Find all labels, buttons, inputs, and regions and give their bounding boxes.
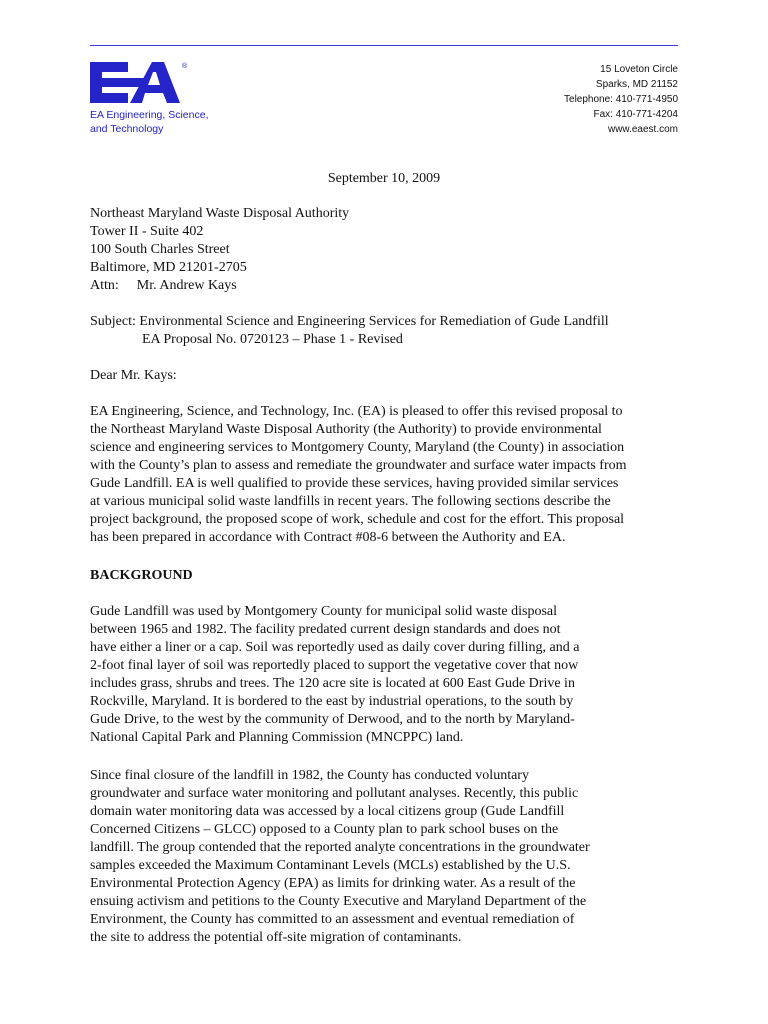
website-link[interactable]: www.eaest.com — [607, 124, 678, 135]
paragraph-line: between 1965 and 1982. The facility predated current design standards and does not — [90, 622, 561, 637]
contact-block — [564, 62, 678, 137]
intro-paragraph — [90, 403, 680, 547]
addressee-line: Baltimore, MD 21201-2705 — [90, 260, 247, 275]
telephone: Telephone: 410-771-4950 — [564, 94, 678, 105]
company-tagline — [90, 108, 290, 136]
paragraph-line: at various municipal solid waste landfills in recent years. The following sections describe the — [90, 494, 611, 509]
paragraph-line: with the County’s plan to assess and remediate the groundwater and surface water impacts from — [90, 458, 627, 473]
subject-block — [90, 313, 680, 349]
paragraph-line: Gude Landfill. EA is well qualified to provide these services, having provided similar services — [90, 476, 619, 491]
address-city: Sparks, MD 21152 — [595, 79, 678, 90]
paragraph-line: EA Engineering, Science, and Technology, Inc. (EA) is pleased to offer this revised proposal to — [90, 404, 623, 419]
paragraph-line: Gude Drive, to the west by the community of Derwood, and to the north by Maryland- — [90, 712, 575, 727]
paragraph-line: project background, the proposed scope of work, schedule and cost for the effort. This proposal — [90, 512, 625, 527]
addressee-line: 100 South Charles Street — [90, 242, 230, 257]
paragraph-line: includes grass, shrubs and trees. The 120 acre site is located at 600 East Gude Drive in — [90, 676, 575, 691]
attn-name: Mr. Andrew Kays — [136, 278, 237, 293]
paragraph-line: Environmental Protection Agency (EPA) as limits for drinking water. As a result of the — [90, 876, 576, 891]
background-paragraph-1 — [90, 603, 680, 747]
paragraph-line: have either a liner or a cap. Soil was reportedly used as daily cover during filling, and a — [90, 640, 580, 655]
paragraph-line: the site to address the potential off-site migration of contaminants. — [90, 930, 462, 945]
company-line-1: EA Engineering, Science, — [90, 109, 209, 121]
background-paragraph-2 — [90, 767, 680, 947]
salutation: Dear Mr. Kays: — [90, 368, 177, 383]
paragraph-line: National Capital Park and Planning Commission (MNCPPC) land. — [90, 730, 464, 745]
company-line-2: and Technology — [90, 123, 164, 135]
paragraph-line: samples exceeded the Maximum Contaminant Levels (MCLs) established by the U.S. — [90, 858, 571, 873]
paragraph-line: domain water monitoring data was accessed by a local citizens group (Gude Landfill — [90, 804, 565, 819]
fax: Fax: 410-771-4204 — [593, 109, 678, 120]
addressee-block — [90, 205, 680, 295]
proposal-number-line: EA Proposal No. 0720123 – Phase 1 - Revised — [142, 332, 403, 347]
attention-line — [90, 277, 680, 295]
paragraph-line: Rockville, Maryland. It is bordered to the east by industrial operations, to the south by — [90, 694, 574, 709]
addressee-line: Northeast Maryland Waste Disposal Authority — [90, 206, 350, 221]
paragraph-line: Gude Landfill was used by Montgomery County for municipal solid waste disposal — [90, 604, 557, 619]
paragraph-line: science and engineering services to Montgomery County, Maryland (the County) in association — [90, 440, 625, 455]
address-street: 15 Loveton Circle — [600, 64, 678, 75]
paragraph-line: Environment, the County has committed to an assessment and eventual remediation of — [90, 912, 575, 927]
attn-label: Attn: — [90, 278, 119, 293]
paragraph-line: 2-foot final layer of soil was reportedly placed to support the vegetative cover that now — [90, 658, 579, 673]
ea-logo — [90, 60, 190, 105]
letterhead-rule — [90, 45, 678, 46]
paragraph-line: groundwater and surface water monitoring and pollutant analyses. Recently, this public — [90, 786, 579, 801]
section-heading: BACKGROUND — [90, 568, 193, 583]
paragraph-line: Since final closure of the landfill in 1982, the County has conducted voluntary — [90, 768, 529, 783]
paragraph-line: has been prepared in accordance with Contract #08-6 between the Authority and EA. — [90, 530, 566, 545]
subject-line: Subject: Environmental Science and Engineering Services for Remediation of Gude Landfill — [90, 314, 609, 329]
addressee-line: Tower II - Suite 402 — [90, 224, 204, 239]
paragraph-line: the Northeast Maryland Waste Disposal Authority (the Authority) to provide environmental — [90, 422, 602, 437]
paragraph-line: ensuing activism and petitions to the County Executive and Maryland Department of the — [90, 894, 587, 909]
paragraph-line: landfill. The group contended that the reported analyte concentrations in the groundwater — [90, 840, 590, 855]
registered-mark: ® — [182, 63, 188, 70]
paragraph-line: Concerned Citizens – GLCC) opposed to a County plan to park school buses on the — [90, 822, 559, 837]
letter-date: September 10, 2009 — [327, 171, 441, 186]
